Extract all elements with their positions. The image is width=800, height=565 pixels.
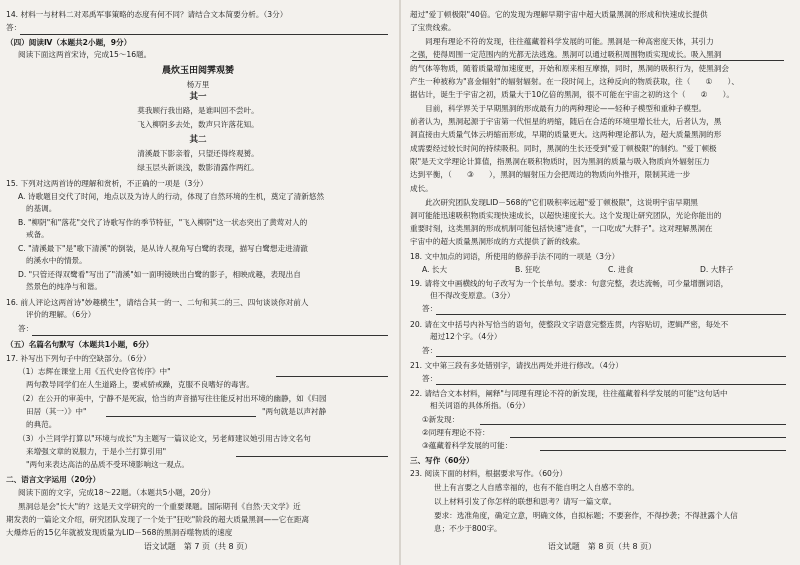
passage-line: 洞直接由大质量气体云坍缩而形成，早期的质量更大。这两种理论都认为，超大质量黑洞的形 [410, 130, 722, 139]
answer-line [510, 437, 786, 438]
q18-option-c: C. 进食 [608, 265, 634, 274]
passage-line: 产生一种被称为"喜金辐射"的辐射辐射。在一段时间上，这种反向的物质获取，往（ ① ）、 [410, 77, 739, 86]
q17-item: 来增强文章的说服力，于是小兰打算引用" [26, 447, 167, 456]
q16-answer-label: 答： [18, 324, 34, 333]
section-header-3: 三、写作（60分） [410, 456, 474, 465]
reading4-instruction: 阅读下面这两首宋诗，完成15～16题。 [18, 50, 152, 59]
q16-stem: 16. 前人评论这两首诗"妙趣横生"，请结合其一的一、二句和其二的三、四句谈谈你对前人 [6, 298, 309, 307]
q18-stem: 18. 文中加点的词语，所使用的修辞手法不同的一项是（3分） [410, 252, 620, 261]
q20-stem-cont: 超过12个字。（4分） [430, 332, 502, 341]
fill-blank [276, 376, 388, 377]
q15-option: 的基调。 [26, 204, 57, 213]
passage-line: 洞可能能迅速吸积物质实现快速成长，以超快速度长大。这个发现让研究团队，光论你能出的 [410, 211, 722, 220]
passage-line: 成长。 [410, 184, 433, 193]
q17-item: （3）小兰同学打算以"环境与成长"为主题写一篇议论文，另老师建议她引用古诗文名句 [18, 434, 311, 443]
q15-option: 然景色的纯净与和谐。 [26, 282, 102, 291]
passage-line: 期发表的一篇论文介绍，研究团队发现了一个处于"狂吃"阶段的超大质量黑洞——它在距离 [6, 515, 310, 524]
q22-stem-cont: 相关词语的具体所指。（6分） [430, 401, 530, 410]
q15-option: A. 诗歌题目交代了时间，地点以及为诗人的行动，体现了自然环境的生机，奠定了清新悠然 [18, 192, 325, 201]
passage-line: 黑洞总是会"长大"的？这是天文学研究的一个重要课题。国际期刊《自然·天文学》近 [18, 502, 301, 511]
passage-line: 前者认为，黑洞起源于宇宙第一代恒星的坍缩，随后在合适的环境里增长壮大，后者认为，黑 [410, 117, 722, 126]
poem-line: 清溪最下影亲着，只望还得终观赟。 [137, 149, 259, 158]
left-page [6, 6, 390, 558]
passage-line: 宇宙中的超大质量黑洞形成的方式提供了新的线索。 [410, 237, 585, 246]
answer-line [32, 335, 388, 336]
q18-option-a: A. 长大 [422, 265, 448, 274]
q23-stem: 23. 阅读下面的材料，根据要求写作。（60分） [410, 469, 568, 478]
q23-quote: 世上有言要之人自感幸福的，也有不能自明之人自感不幸的。 [434, 483, 640, 492]
q15-option: 的溪水中的情景。 [26, 256, 87, 265]
passage-line: 重要时刻，这类黑洞的形成机制可能包括快速"进食"，一口吃成"大胖子"。这对理解黑洞在 [410, 224, 713, 233]
poem-title: 晨炊玉田阅霁观赟 [161, 66, 234, 76]
passage-line: 的气体等物质，随着质量增加速度更，开始和原来相互摩擦，同时，黑洞的吸积行为，使黑洞会 [410, 64, 729, 73]
underlined-sentence [412, 60, 784, 61]
answer-line [20, 34, 388, 35]
q22-item: ③蕴藏着科学发展的可能： [422, 441, 513, 450]
q15-option: B. "柳阴"和"落花"交代了诗歌写作的季节特征，"飞入柳阴"这一状态突出了黄莺对人的 [18, 218, 308, 227]
q19-answer-label: 答： [422, 304, 438, 313]
q21-answer-label: 答： [422, 374, 438, 383]
answer-line [480, 424, 786, 425]
q17-item: （2）在公开的审美中，宁静不是死寂，恰当的声音描写往往能反衬出环境的幽静，如《归园 [18, 394, 327, 403]
fill-blank [106, 416, 256, 417]
q20-answer-label: 答： [422, 346, 438, 355]
poem-line: 莫我顾行我出路，是谁叫回不尝叶。 [137, 106, 259, 115]
q21-stem: 21. 文中第三段有多处错别字，请找出两处并进行修改。（4分） [410, 361, 623, 370]
q16-stem-cont: 评价的理解。（6分） [26, 310, 96, 319]
section2-instruction: 阅读下面的文字，完成18～22题。（本题共5小题，20分） [18, 488, 216, 497]
page-footer: 语文试题 第 8 页（共 8 页） [547, 542, 657, 551]
q23-prompt: 以上材料引发了你怎样的联想和思考？请写一篇文章。 [434, 497, 617, 506]
q15-option: C. "清溪最下"是"歌下清溪"的倒装，是从诗人视角写白鹭的表现，描写白鹭想走进清澈 [18, 244, 308, 253]
q15-option: D. "只管还得双鹭看"写出了"清溪"如一面明镜映出白鹭的影子，相映成趣，表现出自 [18, 270, 301, 279]
passage-line: 超过"爱丁顿极限"40倍。它的发现为理解早期宇宙中超大质量黑洞的形成和快速成长提供 [410, 10, 708, 19]
poem-part2-title: 其二 [189, 135, 207, 145]
q17-item: "两句就是以声衬静 [262, 407, 327, 416]
poem-part1-title: 其一 [189, 92, 207, 102]
q20-stem: 20. 请在文中括号内补写恰当的语句，使整段文字语意完整连贯，内容贴切，逻辑严密，每处不 [410, 320, 729, 329]
q19-stem: 19. 请将文中画横线的句子改写为一个长单句。要求：句意完整，表达流畅，可少量增删词语， [410, 279, 729, 288]
passage-line: 达到平衡，（ ③ ），黑洞的辐射压力会把周边的物质向外推开，限制其进一步 [410, 170, 691, 179]
passage-line: 此次研究团队发现LID－568的"它们吸积率远超"爱丁顿极限"，这说明宇宙早期黑 [410, 198, 698, 207]
passage-line: 同理有理论不符的发现，往往蕴藏着科学发展的可能。黑洞是一种高密度天体，其引力 [410, 37, 714, 46]
answer-line [436, 356, 786, 357]
passage-line: 大爆炸后的15亿年就被发现质量为LID－568的黑洞吞噬物质的速度 [6, 528, 233, 537]
q23-requirements: 息；不少于800字。 [434, 524, 502, 533]
q17-item: 两句教导同学们在人生道路上，要戒骄戒躁，克服不良嗜好的毒害。 [26, 380, 254, 389]
q17-stem: 17. 补写出下列句子中的空缺部分。（6分） [6, 354, 151, 363]
q22-stem: 22. 请结合文本材料，阐释"与同理有理论不符的新发现，往往蕴藏着科学发展的可能"这句话中 [410, 389, 728, 398]
q15-stem: 15. 下列对这两首诗的理解和赏析，不正确的一项是（3分） [6, 179, 208, 188]
section-header-5: （五）名篇名句默写（本题共1小题，6分） [6, 340, 154, 349]
poem-line: 绿玉层头新谈浅，数影清露作两红。 [137, 163, 259, 172]
section-header-2: 二、语言文字运用（20分） [6, 475, 101, 484]
q18-option-d: D. 大胖子 [700, 265, 734, 274]
q17-item: （1）志辉在课堂上用《五代史伶官传序》中" [18, 367, 171, 376]
q17-item: "两句来表达高洁的品质不受环境影响这一观点。 [26, 460, 189, 469]
q17-item: 的典范。 [26, 420, 57, 429]
q18-option-b: B. 狂吃 [515, 265, 541, 274]
q19-stem-cont: 但不得改变原意。（3分） [430, 291, 515, 300]
passage-line: 据估计，诞生于宇宙之初，质量大于10亿倍的黑洞，很不可能在宇宙之初的这个（ ② ）。 [410, 90, 735, 99]
answer-line [436, 384, 786, 385]
answer-line [540, 450, 786, 451]
right-page [410, 6, 794, 558]
q23-requirements: 要求：选准角度，确定立意，明确文体，自拟标题；不要套作，不得抄袭；不得泄露个人信 [434, 511, 738, 520]
page-footer: 语文试题 第 7 页（共 8 页） [143, 542, 253, 551]
q14-stem: 14. 材料一与材料二对邓禹军事策略的态度有何不同？请结合文本简要分析。（3分） [6, 10, 288, 19]
passage-line: 限"是天文学理论计算值，指黑洞在吸积物质时，因为黑洞的质量与吸入物质向外辐射压力 [410, 157, 710, 166]
passage-line: 成需要经过较长时间的持续吸积。同时，黑洞的生长还受到"爱丁顿极限"的制约。"爱丁顿极 [410, 144, 717, 153]
page-gutter [399, 0, 401, 565]
poem-line: 飞入柳阴多去处，数声只许落花知。 [137, 120, 259, 129]
q22-item: ①新发现： [422, 415, 460, 424]
answer-line [436, 314, 786, 315]
poem-author: 杨万里 [186, 80, 210, 89]
section-header-4: （四）阅读Ⅳ（本题共2小题，9分） [6, 38, 132, 47]
passage-line: 了宝贵线索。 [410, 23, 456, 32]
q22-item: ②同理有理论不符： [422, 428, 490, 437]
passage-line: 目前，科学界关于早期黑洞的形成最有力的两种理论——轻种子模型和重种子模型。 [410, 104, 707, 113]
q14-answer-label: 答： [6, 23, 22, 32]
q15-option: 戒备。 [26, 230, 49, 239]
fill-blank [236, 456, 388, 457]
passage-line: 之强，使得周围一定范围内的光都无法逃逸。黑洞可以通过吸积周围物质实现成长。吸入黑洞 [410, 50, 722, 59]
q17-item: 田居（其一）》中" [26, 407, 87, 416]
